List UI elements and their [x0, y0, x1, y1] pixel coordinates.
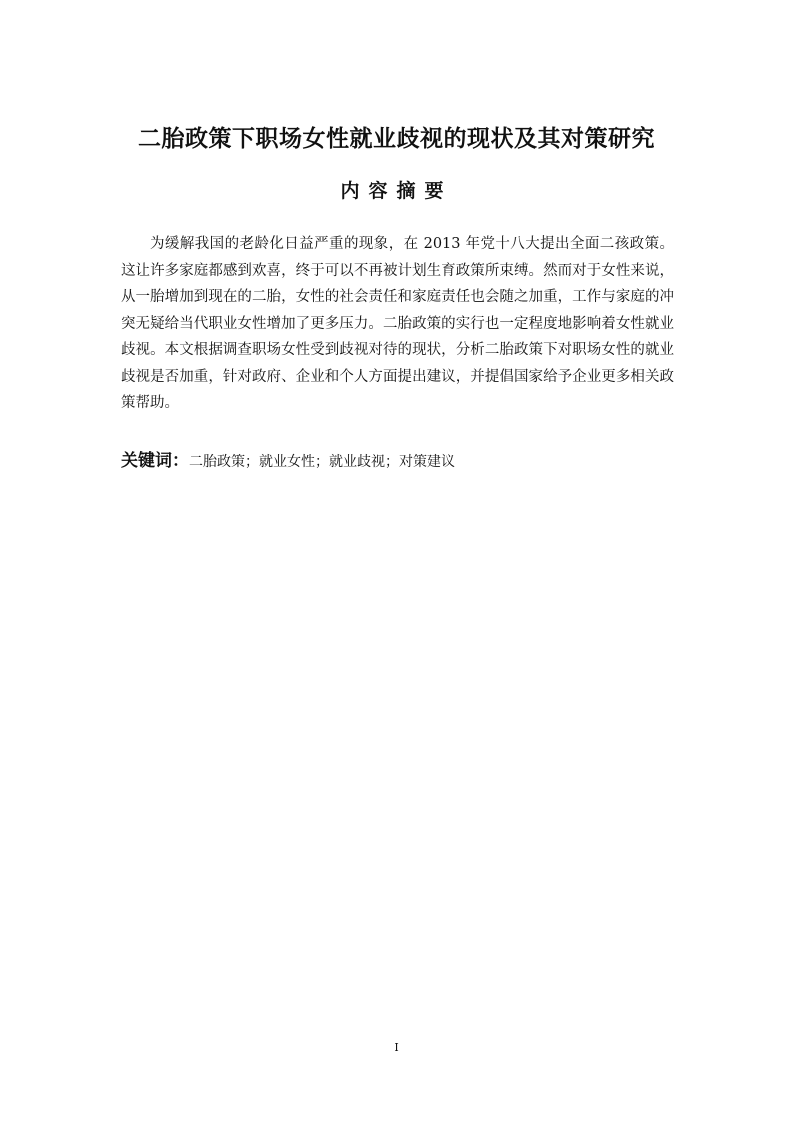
keywords-line	[121, 446, 681, 471]
abstract-heading: 内容摘要	[340, 180, 453, 202]
document-title: 二胎政策下职场女性就业歧视的现状及其对策研究	[138, 126, 655, 152]
keywords-label: 关键词：	[121, 451, 189, 471]
abstract-body: 为缓解我国的老龄化日益严重的现象，在 2013 年党十八大提出全面二孩政策。这让许多家庭都感到欢喜，终于可以不再被计划生育政策所束缚。然而对于女性来说，从一胎增加到现在的二胎，女性的社会责任和家庭责任也会随之加重，工作与家庭的冲突无疑给当代职业女性增加了更多压力。二胎政策的实行也一定程度地影响着女性就业歧视。本文根据调查职场女性受到歧视对待的现状，分析二胎政策下对职场女性的就业歧视是否加重，针对政府、企业和个人方面提出建议，并提倡国家给予企业更多相关政策帮助。	[121, 236, 674, 411]
keywords-text: 二胎政策；就业女性；就业歧视；对策建议	[189, 454, 455, 470]
page-number: I	[394, 1041, 399, 1054]
